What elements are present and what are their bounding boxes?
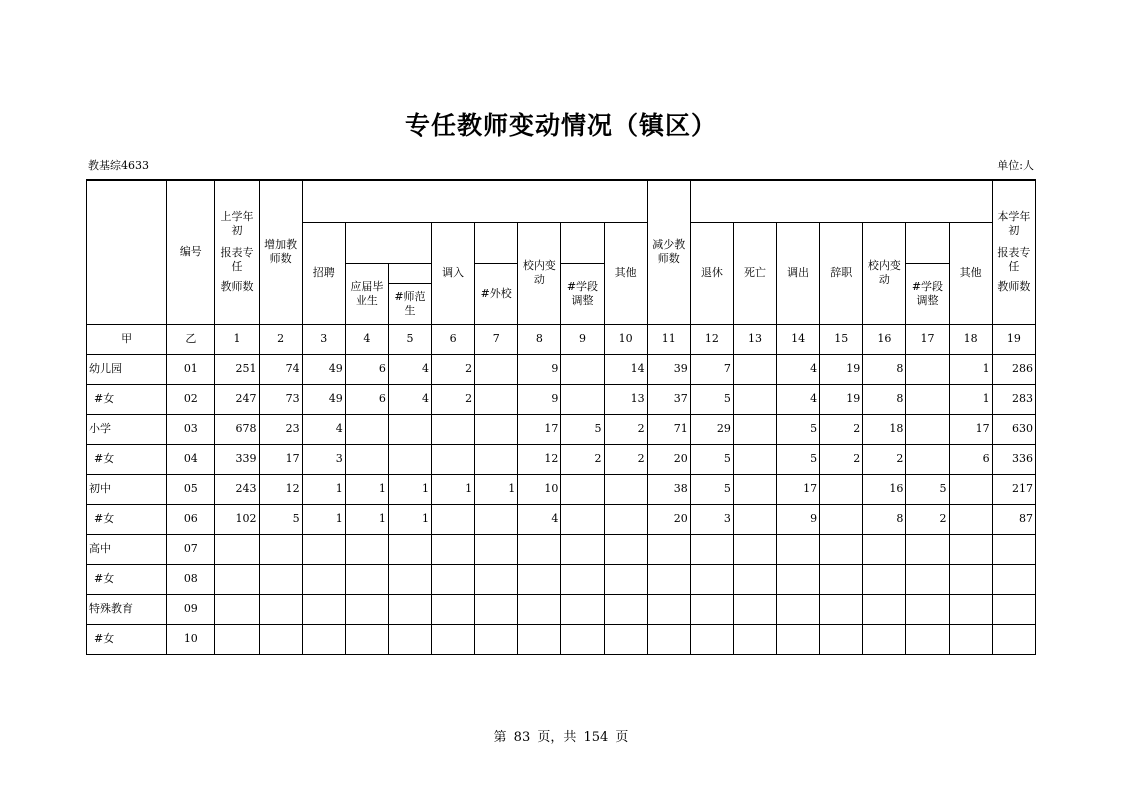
row-label: 小学	[87, 414, 167, 444]
table-cell: 37	[647, 384, 690, 414]
header-normal: #师范生	[388, 283, 431, 324]
table-header	[87, 180, 1036, 324]
table-cell: 1	[302, 504, 345, 534]
table-cell	[518, 624, 561, 654]
table-cell	[863, 594, 906, 624]
table-cell	[432, 414, 475, 444]
header-recruit: 招聘	[302, 222, 345, 324]
table-cell	[518, 564, 561, 594]
row-code: 02	[167, 384, 215, 414]
column-index-cell: 8	[518, 324, 561, 354]
table-cell: 6	[345, 384, 388, 414]
table-cell: 5	[690, 474, 733, 504]
table-row	[87, 384, 1036, 414]
table-cell	[820, 474, 863, 504]
row-code: 10	[167, 624, 215, 654]
table-row	[87, 534, 1036, 564]
table-cell: 13	[604, 384, 647, 414]
header-transfer-in: 调入	[432, 222, 475, 324]
table-cell: 19	[820, 384, 863, 414]
row-code: 07	[167, 534, 215, 564]
table-cell	[647, 594, 690, 624]
table-cell	[475, 414, 518, 444]
table-cell: 9	[518, 354, 561, 384]
table-cell: 217	[992, 474, 1035, 504]
table-cell: 247	[215, 384, 259, 414]
table-cell: 1	[949, 384, 992, 414]
table-cell: 6	[345, 354, 388, 384]
header-start-line3: 教师数	[220, 280, 254, 294]
table-cell: 20	[647, 444, 690, 474]
column-index-cell: 14	[777, 324, 820, 354]
table-cell: 17	[777, 474, 820, 504]
table-cell	[388, 444, 431, 474]
table-cell	[432, 594, 475, 624]
header-increase: 增加教师数	[259, 180, 302, 324]
table-cell	[475, 594, 518, 624]
table-cell: 5	[690, 444, 733, 474]
table-cell: 4	[777, 354, 820, 384]
table-row	[87, 414, 1036, 444]
table-cell	[604, 504, 647, 534]
table-cell	[647, 564, 690, 594]
table-cell	[345, 624, 388, 654]
table-cell	[475, 504, 518, 534]
table-cell: 4	[518, 504, 561, 534]
table-cell	[906, 444, 949, 474]
column-index-cell: 12	[690, 324, 733, 354]
table-cell: 1	[388, 504, 431, 534]
table-cell: 7	[690, 354, 733, 384]
table-row	[87, 564, 1036, 594]
header-end-line2: 报表专任	[997, 246, 1031, 274]
header-internal-out: 校内变动	[863, 222, 906, 324]
header-end-line1: 本学年初	[997, 210, 1031, 238]
table-cell: 2	[604, 414, 647, 444]
table-cell	[432, 504, 475, 534]
row-label: 初中	[87, 474, 167, 504]
column-index-cell: 7	[475, 324, 518, 354]
table-cell	[733, 594, 776, 624]
table-cell: 630	[992, 414, 1035, 444]
table-cell	[561, 624, 604, 654]
form-code: 教基综4633	[88, 159, 149, 172]
table-cell	[733, 354, 776, 384]
table-cell	[561, 564, 604, 594]
table-cell: 283	[992, 384, 1035, 414]
table-cell	[518, 534, 561, 564]
table-cell	[432, 624, 475, 654]
table-cell: 339	[215, 444, 259, 474]
header-other-out: 其他	[949, 222, 992, 324]
table-cell	[475, 444, 518, 474]
table-cell	[906, 354, 949, 384]
table-cell	[475, 624, 518, 654]
table-body	[87, 354, 1036, 654]
table-cell: 74	[259, 354, 302, 384]
table-cell	[475, 534, 518, 564]
table-row	[87, 504, 1036, 534]
table-cell	[863, 564, 906, 594]
table-cell: 23	[259, 414, 302, 444]
table-cell: 5	[777, 414, 820, 444]
column-index-cell: 13	[733, 324, 776, 354]
table-cell	[906, 624, 949, 654]
table-cell	[475, 354, 518, 384]
row-code: 04	[167, 444, 215, 474]
table-cell	[561, 504, 604, 534]
table-cell	[259, 594, 302, 624]
table-cell	[690, 624, 733, 654]
table-cell	[777, 624, 820, 654]
table-cell	[302, 534, 345, 564]
header-end-line3: 教师数	[997, 280, 1031, 294]
row-code: 03	[167, 414, 215, 444]
table-cell	[992, 534, 1035, 564]
table-cell: 336	[992, 444, 1035, 474]
table-cell	[906, 564, 949, 594]
table-cell	[949, 594, 992, 624]
table-cell	[992, 564, 1035, 594]
column-index-cell: 11	[647, 324, 690, 354]
table-cell	[345, 414, 388, 444]
row-label: #女	[87, 444, 167, 474]
table-cell	[388, 414, 431, 444]
header-resign: 辞职	[820, 222, 863, 324]
row-label: 特殊教育	[87, 594, 167, 624]
table-cell	[733, 624, 776, 654]
header-graduates-group	[345, 222, 431, 263]
table-cell: 29	[690, 414, 733, 444]
table-cell	[561, 354, 604, 384]
header-other-school-top	[475, 222, 518, 263]
table-cell	[647, 534, 690, 564]
unit-label: 单位:人	[997, 159, 1034, 172]
table-cell	[475, 384, 518, 414]
table-cell	[777, 534, 820, 564]
row-label: #女	[87, 564, 167, 594]
header-decrease-group	[690, 180, 992, 222]
table-cell	[604, 474, 647, 504]
table-cell	[906, 534, 949, 564]
table-cell: 10	[518, 474, 561, 504]
table-cell	[388, 594, 431, 624]
table-cell	[647, 624, 690, 654]
table-cell	[820, 594, 863, 624]
table-cell	[690, 564, 733, 594]
header-normal-top	[388, 263, 431, 283]
table-cell	[949, 534, 992, 564]
table-cell: 2	[863, 444, 906, 474]
table-cell: 39	[647, 354, 690, 384]
table-cell	[992, 624, 1035, 654]
table-cell: 1	[345, 504, 388, 534]
table-row	[87, 474, 1036, 504]
table-cell	[345, 534, 388, 564]
table-cell: 17	[259, 444, 302, 474]
table-cell: 19	[820, 354, 863, 384]
row-code: 06	[167, 504, 215, 534]
table-cell: 3	[302, 444, 345, 474]
table-cell: 49	[302, 354, 345, 384]
header-stage-in-top	[561, 222, 604, 263]
header-transfer-out: 调出	[777, 222, 820, 324]
table-cell	[863, 624, 906, 654]
table-cell	[604, 564, 647, 594]
table-cell	[949, 474, 992, 504]
table-cell: 102	[215, 504, 259, 534]
row-code: 09	[167, 594, 215, 624]
table-cell	[949, 624, 992, 654]
table-row	[87, 594, 1036, 624]
table-cell: 5	[561, 414, 604, 444]
column-index-cell: 16	[863, 324, 906, 354]
table-cell: 243	[215, 474, 259, 504]
table-row	[87, 444, 1036, 474]
table-cell	[432, 534, 475, 564]
table-cell	[604, 624, 647, 654]
table-cell	[345, 564, 388, 594]
table-cell: 2	[561, 444, 604, 474]
table-cell: 1	[949, 354, 992, 384]
table-cell: 18	[863, 414, 906, 444]
table-cell	[690, 534, 733, 564]
table-cell: 2	[820, 414, 863, 444]
table-cell	[733, 534, 776, 564]
table-cell	[604, 534, 647, 564]
table-cell	[215, 594, 259, 624]
table-cell	[733, 474, 776, 504]
table-cell: 9	[777, 504, 820, 534]
table-cell	[215, 624, 259, 654]
table-cell	[259, 564, 302, 594]
header-blank	[87, 180, 167, 324]
row-code: 01	[167, 354, 215, 384]
table-cell: 2	[604, 444, 647, 474]
table-cell	[561, 384, 604, 414]
table-cell: 17	[949, 414, 992, 444]
table-cell: 1	[302, 474, 345, 504]
column-index-cell: 19	[992, 324, 1035, 354]
table-cell	[561, 474, 604, 504]
table-cell	[432, 444, 475, 474]
column-index-cell: 3	[302, 324, 345, 354]
table-cell: 251	[215, 354, 259, 384]
table-cell: 5	[777, 444, 820, 474]
table-cell: 6	[949, 444, 992, 474]
row-label: #女	[87, 624, 167, 654]
table-cell: 14	[604, 354, 647, 384]
header-end-teachers	[992, 180, 1035, 324]
table-cell: 71	[647, 414, 690, 444]
row-label: #女	[87, 384, 167, 414]
table-row	[87, 354, 1036, 384]
table-cell	[777, 594, 820, 624]
table-cell	[949, 504, 992, 534]
row-label: 幼儿园	[87, 354, 167, 384]
table-cell: 8	[863, 504, 906, 534]
table-cell	[777, 564, 820, 594]
table-cell: 17	[518, 414, 561, 444]
table-cell: 16	[863, 474, 906, 504]
column-index-cell: 10	[604, 324, 647, 354]
header-increase-group	[302, 180, 647, 222]
table-cell: 1	[345, 474, 388, 504]
table-cell	[388, 534, 431, 564]
table-cell	[733, 444, 776, 474]
column-index-cell: 4	[345, 324, 388, 354]
table-cell: 3	[690, 504, 733, 534]
header-retire: 退休	[690, 222, 733, 324]
table-cell	[820, 534, 863, 564]
table-cell: 8	[863, 354, 906, 384]
table-cell	[259, 624, 302, 654]
table-cell	[432, 564, 475, 594]
table-cell: 286	[992, 354, 1035, 384]
table-cell	[733, 414, 776, 444]
table-cell	[561, 594, 604, 624]
table-cell	[992, 594, 1035, 624]
table-cell	[906, 414, 949, 444]
table-cell	[690, 594, 733, 624]
teacher-change-table	[86, 179, 1036, 655]
column-index-cell: 甲	[87, 324, 167, 354]
table-cell	[345, 444, 388, 474]
table-cell	[388, 564, 431, 594]
table-cell: 4	[777, 384, 820, 414]
table-cell	[302, 624, 345, 654]
header-start-teachers	[215, 180, 259, 324]
column-index-cell: 17	[906, 324, 949, 354]
table-cell: 4	[388, 384, 431, 414]
table-cell	[561, 534, 604, 564]
table-cell	[215, 564, 259, 594]
table-cell	[302, 564, 345, 594]
table-cell: 1	[432, 474, 475, 504]
table-cell: 8	[863, 384, 906, 414]
table-cell: 73	[259, 384, 302, 414]
table-cell	[820, 564, 863, 594]
page-title: 专任教师变动情况（镇区）	[404, 111, 717, 140]
table-cell	[820, 624, 863, 654]
header-decrease: 减少教师数	[647, 180, 690, 324]
table-cell	[518, 594, 561, 624]
table-cell: 12	[518, 444, 561, 474]
table-cell: 2	[432, 354, 475, 384]
page-footer: 第 83 页，共 154 页	[493, 730, 629, 745]
column-index-cell: 18	[949, 324, 992, 354]
row-label: 高中	[87, 534, 167, 564]
table-cell	[733, 504, 776, 534]
row-label: #女	[87, 504, 167, 534]
header-start-line2: 报表专任	[220, 246, 254, 274]
table-cell	[259, 534, 302, 564]
table-cell: 5	[906, 474, 949, 504]
table-cell: 20	[647, 504, 690, 534]
table-cell: 5	[690, 384, 733, 414]
table-cell	[863, 534, 906, 564]
column-index-cell: 6	[432, 324, 475, 354]
table-cell: 87	[992, 504, 1035, 534]
table-cell: 4	[302, 414, 345, 444]
column-index-cell: 乙	[167, 324, 215, 354]
row-code: 08	[167, 564, 215, 594]
table-cell	[345, 594, 388, 624]
table-cell	[906, 384, 949, 414]
table-cell: 49	[302, 384, 345, 414]
header-stage-adjust-out: #学段调整	[906, 263, 949, 324]
column-index-cell: 2	[259, 324, 302, 354]
table-cell	[604, 594, 647, 624]
table-cell: 1	[388, 474, 431, 504]
table-cell	[820, 504, 863, 534]
table-cell: 4	[388, 354, 431, 384]
column-index-cell: 15	[820, 324, 863, 354]
table-row	[87, 624, 1036, 654]
header-stage-out-top	[906, 222, 949, 263]
header-graduates: 应届毕业生	[345, 263, 388, 324]
table-cell	[475, 564, 518, 594]
header-internal-in: 校内变动	[518, 222, 561, 324]
table-cell: 2	[820, 444, 863, 474]
table-cell: 1	[475, 474, 518, 504]
header-number: 编号	[167, 180, 215, 324]
table-cell: 12	[259, 474, 302, 504]
header-stage-adjust-in: #学段调整	[561, 263, 604, 324]
header-start-line1: 上学年初	[220, 210, 254, 238]
column-index-row	[87, 324, 1036, 354]
table-cell: 9	[518, 384, 561, 414]
table-cell	[949, 564, 992, 594]
table-cell	[906, 594, 949, 624]
header-other-school: #外校	[475, 263, 518, 324]
table-cell: 5	[259, 504, 302, 534]
column-index-cell: 9	[561, 324, 604, 354]
table-cell: 38	[647, 474, 690, 504]
row-code: 05	[167, 474, 215, 504]
table-cell	[733, 564, 776, 594]
table-cell: 2	[906, 504, 949, 534]
header-death: 死亡	[733, 222, 776, 324]
table-cell	[733, 384, 776, 414]
column-index-cell: 1	[215, 324, 259, 354]
table-cell	[302, 594, 345, 624]
table-cell	[388, 624, 431, 654]
table-cell	[215, 534, 259, 564]
header-other-in: 其他	[604, 222, 647, 324]
table-cell: 678	[215, 414, 259, 444]
column-index-cell: 5	[388, 324, 431, 354]
table-cell: 2	[432, 384, 475, 414]
